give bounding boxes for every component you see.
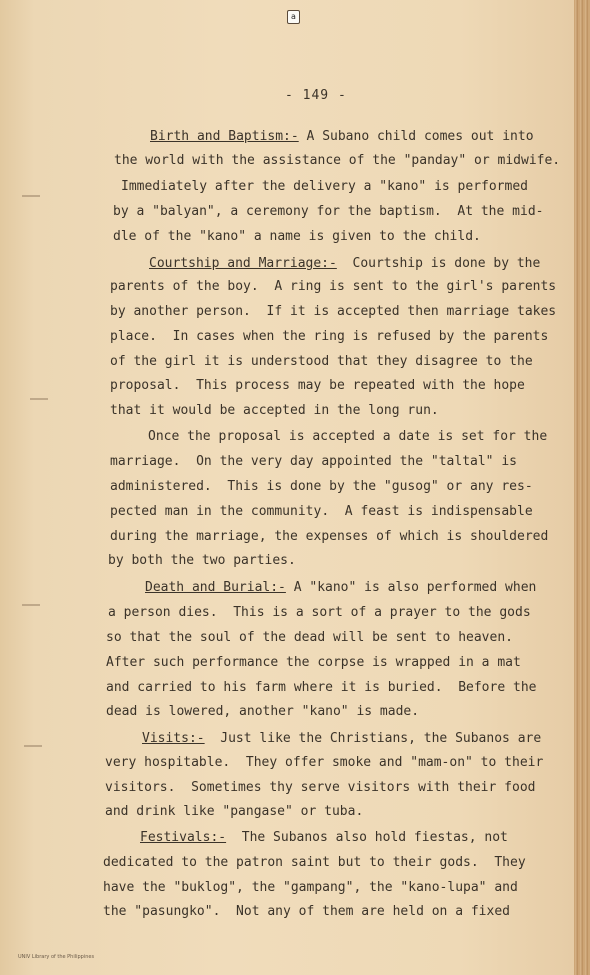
line-text: the world with the assistance of the "panday" or midwife. — [114, 153, 561, 168]
line-text: by both the two parties. — [108, 553, 296, 568]
text-line — [106, 655, 521, 671]
section-heading: Festivals:- — [140, 830, 227, 845]
paper-clip-label: a — [287, 10, 300, 24]
margin-mark — [22, 604, 40, 606]
text-line — [142, 731, 541, 747]
section-heading: Courtship and Marriage:- — [149, 256, 337, 271]
line-text: so that the soul of the dead will be sent to heaven. — [106, 630, 513, 645]
text-line — [105, 804, 363, 820]
text-line — [110, 504, 533, 520]
page-number: - 149 - — [285, 88, 347, 103]
text-line — [106, 680, 536, 696]
margin-mark — [22, 195, 40, 197]
line-text: place. In cases when the ring is refused by the parents — [110, 329, 549, 344]
line-text: a person dies. This is a sort of a prayer to the gods — [108, 605, 531, 620]
library-footer: UNIV Library of the Philippines — [18, 954, 95, 960]
line-text: by a "balyan", a ceremony for the baptism. At the mid- — [113, 204, 544, 219]
text-line — [108, 605, 531, 621]
text-line — [148, 429, 547, 445]
line-text: and drink like "pangase" or tuba. — [105, 804, 364, 819]
text-line — [105, 780, 535, 796]
text-line — [113, 204, 543, 220]
text-line — [110, 403, 439, 419]
text-line — [103, 904, 510, 920]
section-heading: Visits:- — [142, 731, 205, 746]
line-text: have the "buklog", the "gampang", the "kano-lupa" and — [103, 880, 518, 895]
line-text: that it would be accepted in the long run. — [110, 403, 439, 418]
text-line — [106, 704, 419, 720]
line-text: dead is lowered, another "kano" is made. — [106, 704, 420, 719]
text-line — [106, 630, 513, 646]
text-line — [103, 880, 518, 896]
text-line — [150, 129, 534, 145]
line-text: pected man in the community. A feast is indispensable — [110, 504, 533, 519]
line-text: marriage. On the very day appointed the "taltal" is — [110, 454, 517, 469]
line-text: Immediately after the delivery a "kano" is performed — [121, 179, 528, 194]
section-heading: Death and Burial:- — [145, 580, 286, 595]
text-line — [113, 229, 481, 245]
text-line — [110, 479, 533, 495]
text-line — [110, 354, 533, 370]
text-line — [114, 153, 560, 169]
line-text: of the girl it is understood that they disagree to the — [110, 354, 533, 369]
text-line — [103, 855, 526, 871]
line-text: A "kano" is also performed when — [285, 580, 537, 595]
line-text: Once the proposal is accepted a date is set for the — [148, 429, 548, 444]
margin-mark — [30, 398, 48, 400]
line-text: during the marriage, the expenses of which is shouldered — [110, 529, 549, 544]
text-line — [108, 553, 296, 569]
text-line — [110, 529, 548, 545]
page-edge-stack — [574, 0, 590, 975]
text-line — [110, 454, 517, 470]
line-text: the "pasungko". Not any of them are held on a fixed — [103, 904, 510, 919]
line-text: visitors. Sometimes thy serve visitors with their food — [105, 780, 536, 795]
line-text: A Subano child comes out into — [298, 129, 534, 144]
line-text: After such performance the corpse is wrapped in a mat — [106, 655, 521, 670]
line-text: dedicated to the patron saint but to their gods. They — [103, 855, 526, 870]
line-text: The Subanos also hold fiestas, not — [226, 830, 508, 845]
line-text: proposal. This process may be repeated with the hope — [110, 378, 525, 393]
text-line — [105, 755, 543, 771]
line-text: by another person. If it is accepted then marriage takes — [110, 304, 557, 319]
line-text: dle of the "kano" a name is given to the child. — [113, 229, 481, 244]
text-line — [149, 256, 540, 272]
text-line — [110, 378, 525, 394]
margin-mark — [24, 745, 42, 747]
section-heading: Birth and Baptism:- — [150, 129, 299, 144]
line-text: administered. This is done by the "gusog" or any res- — [110, 479, 533, 494]
line-text: Courtship is done by the — [336, 256, 541, 271]
text-line — [110, 279, 556, 295]
line-text: Just like the Christians, the Subanos are — [204, 731, 542, 746]
text-line — [145, 580, 536, 596]
text-line — [110, 329, 548, 345]
text-line — [140, 830, 508, 846]
line-text: parents of the boy. A ring is sent to the girl's parents — [110, 279, 557, 294]
line-text: and carried to his farm where it is buried. Before the — [106, 680, 537, 695]
line-text: very hospitable. They offer smoke and "mam-on" to their — [105, 755, 544, 770]
text-line — [110, 304, 556, 320]
text-line — [121, 179, 528, 195]
